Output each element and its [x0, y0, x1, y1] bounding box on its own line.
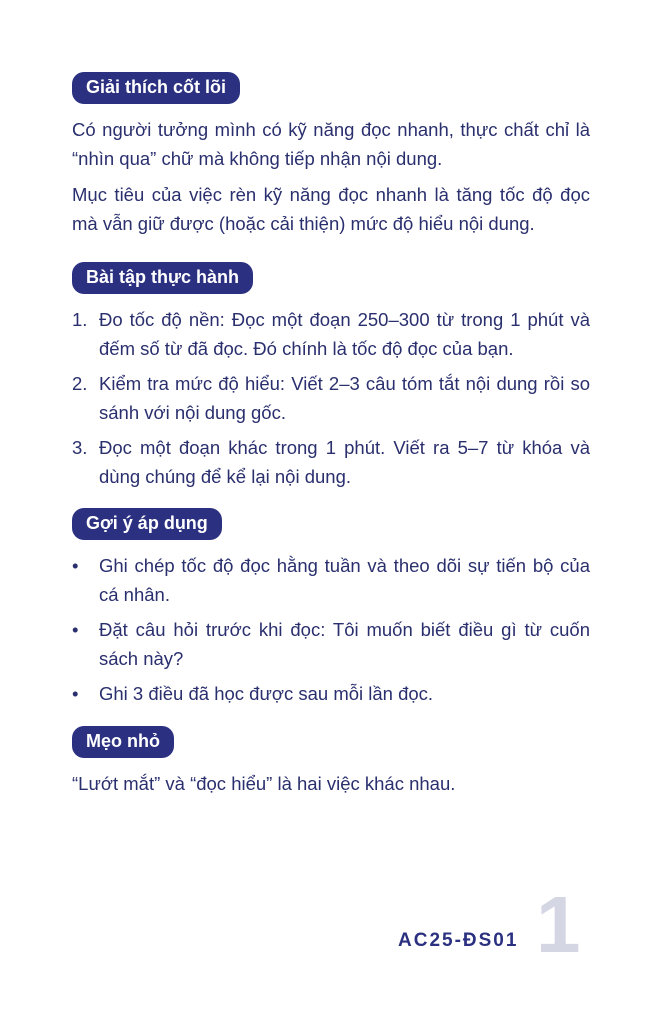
- list-number: 2.: [72, 373, 88, 394]
- list-item: [72, 306, 590, 363]
- list-number: 1.: [72, 309, 88, 330]
- page-number: 1: [536, 880, 581, 969]
- list-item-text: Đọc một đoạn khác trong 1 phút. Viết ra 5–7 từ khóa và dùng chúng để kể lại nội dung.: [99, 437, 590, 487]
- list-item: [72, 680, 590, 709]
- section-heading-apply: Gợi ý áp dụng: [72, 508, 222, 540]
- list-item: [72, 370, 590, 427]
- list-item: [72, 434, 590, 491]
- list-item-text: Kiểm tra mức độ hiểu: Viết 2–3 câu tóm tắt nội dung rồi so sánh với nội dung gốc.: [99, 373, 590, 423]
- list-item-text: Đo tốc độ nền: Đọc một đoạn 250–300 từ trong 1 phút và đếm số từ đã đọc. Đó chính là tốc độ đọc của bạn.: [99, 309, 590, 359]
- core-paragraph-2: Mục tiêu của việc rèn kỹ năng đọc nhanh là tăng tốc độ đọc mà vẫn giữ được (hoặc cải thiện) mức độ hiểu nội dung.: [72, 184, 590, 234]
- section-heading-practice: Bài tập thực hành: [72, 262, 253, 294]
- bullet-icon: •: [72, 683, 79, 704]
- list-item-text: Ghi chép tốc độ đọc hằng tuần và theo dõi sự tiến bộ của cá nhân.: [99, 555, 590, 605]
- document-code: AC25-ĐS01: [398, 930, 519, 951]
- list-item: [72, 552, 590, 609]
- list-number: 3.: [72, 437, 88, 458]
- apply-list: [72, 552, 590, 709]
- page-content: [72, 72, 590, 798]
- bullet-icon: •: [72, 555, 79, 576]
- practice-list: [72, 306, 590, 491]
- bullet-icon: •: [72, 619, 79, 640]
- list-item: [72, 616, 590, 673]
- core-paragraph-1: Có người tưởng mình có kỹ năng đọc nhanh, thực chất chỉ là “nhìn qua” chữ mà không tiếp nhận nội dung.: [72, 119, 590, 169]
- section-heading-core: Giải thích cốt lõi: [72, 72, 240, 104]
- list-item-text: Ghi 3 điều đã học được sau mỗi lần đọc.: [99, 683, 434, 704]
- section-heading-tip: Mẹo nhỏ: [72, 726, 174, 758]
- list-item-text: Đặt câu hỏi trước khi đọc: Tôi muốn biết điều gì từ cuốn sách này?: [99, 619, 590, 669]
- tip-text: “Lướt mắt” và “đọc hiểu” là hai việc khác nhau.: [72, 772, 456, 794]
